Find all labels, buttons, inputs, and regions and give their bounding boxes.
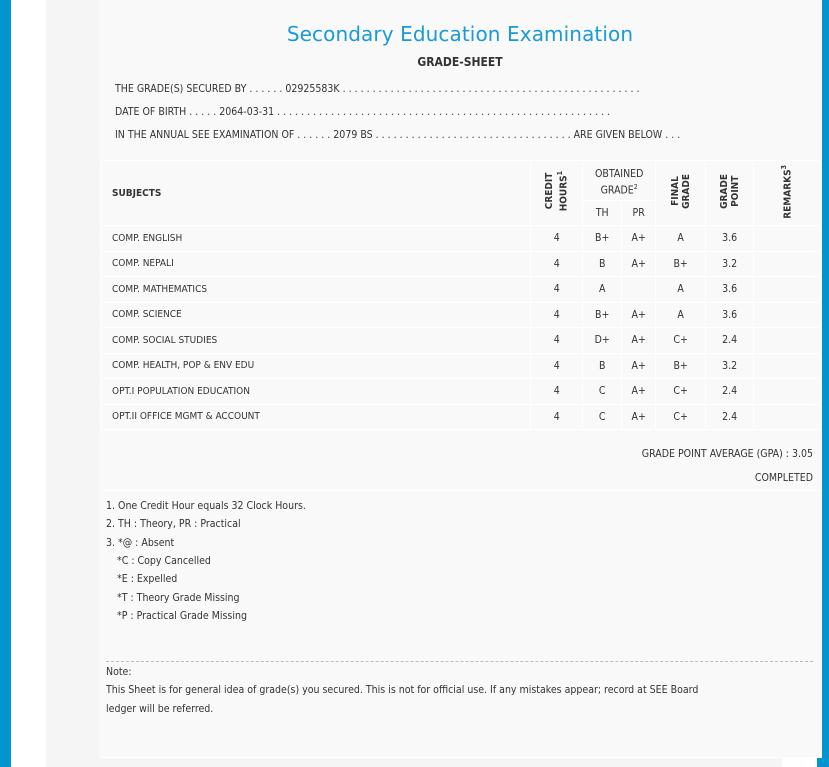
footnote-th-pr: 2. TH : Theory, PR : Practical [106,518,241,530]
footnote-copy-cancelled: *C : Copy Cancelled [117,555,211,567]
practical-grade [622,277,656,303]
exam-line: IN THE ANNUAL SEE EXAMINATION OF . . . . . . 2079 BS . . . . . . . . . . . . . . . . . . . . . . . . . . . . . . . . . ARE GIVEN BELOW . . . [115,129,681,141]
credit-hours: 4 [531,277,583,303]
note-divider [106,661,813,662]
grade-point: 3.2 [706,353,754,379]
practical-grade: A+ [622,251,656,277]
note-text-line-1: This Sheet is for general idea of grade(s) you secured. This is not for official use. If any mistakes appear; record at SEE Board [106,684,699,696]
subject-name: COMP. SOCIAL STUDIES [102,328,531,354]
footnote-theory-missing: *T : Theory Grade Missing [117,592,240,604]
subject-name: COMP. MATHEMATICS [102,277,531,303]
footnote-credit-hour: 1. One Credit Hour equals 32 Clock Hours. [106,500,306,512]
note-label: Note: [106,666,132,678]
header-final-grade: FINAL GRADE [656,161,706,226]
remarks [754,353,820,379]
theory-grade: C [583,404,622,430]
grade-point: 2.4 [706,379,754,405]
credit-hours: 4 [531,404,583,430]
final-grade: C+ [656,379,706,405]
date-of-birth-line: DATE OF BIRTH . . . . . 2064-03-31 . . . . . . . . . . . . . . . . . . . . . . . . . . . . . . . . . . . . . . . . . . . . . . . . . . . . . . . . [115,106,611,118]
remarks [754,277,820,303]
left-accent-bar [0,0,11,767]
theory-grade: B [583,251,622,277]
credit-hours: 4 [531,226,583,252]
grade-point: 3.6 [706,302,754,328]
subject-name: OPT.II OFFICE MGMT & ACCOUNT [102,404,531,430]
gpa-summary: GRADE POINT AVERAGE (GPA) : 3.05 [641,448,813,460]
grade-sheet-card [99,0,822,758]
page-panel [46,0,813,767]
credit-hours: 4 [531,379,583,405]
grade-point: 3.6 [706,277,754,303]
table-row [102,328,820,354]
theory-grade: A [583,277,622,303]
header-subjects: SUBJECTS [102,161,531,226]
practical-grade: A+ [622,353,656,379]
footnote-absent: 3. *@ : Absent [106,537,175,549]
theory-grade: B+ [583,302,622,328]
credit-hours: 4 [531,328,583,354]
practical-grade: A+ [622,302,656,328]
table-row [102,277,820,303]
table-row [102,251,820,277]
result-status: COMPLETED [754,472,813,484]
grade-point: 3.2 [706,251,754,277]
header-credit-hours: CREDIT HOURS$^1$ [531,161,583,226]
practical-grade: A+ [622,379,656,405]
section-divider [101,490,820,491]
final-grade: B+ [656,353,706,379]
table-row [102,353,820,379]
remarks [754,404,820,430]
theory-grade: D+ [583,328,622,354]
credit-hours: 4 [531,251,583,277]
grades-table [101,160,820,430]
theory-grade: C [583,379,622,405]
remarks [754,328,820,354]
remarks [754,251,820,277]
remarks [754,226,820,252]
subject-name: COMP. SCIENCE [102,302,531,328]
subject-name: COMP. HEALTH, POP & ENV EDU [102,353,531,379]
header-grade-point: GRADE POINT [706,161,754,226]
grade-sheet-heading: GRADE-SHEET [417,55,503,69]
footnote-practical-missing: *P : Practical Grade Missing [117,610,247,622]
header-th: TH [583,201,622,226]
note-text-line-2: ledger will be referred. [106,703,214,715]
table-row [102,379,820,405]
grade-point: 2.4 [706,328,754,354]
table-row [102,226,820,252]
final-grade: A [656,226,706,252]
grade-point: 3.6 [706,226,754,252]
footnote-expelled: *E : Expelled [117,573,178,585]
subject-name: COMP. ENGLISH [102,226,531,252]
secured-by-line: THE GRADE(S) SECURED BY . . . . . . 02925583K . . . . . . . . . . . . . . . . . . . . . . . . . . . . . . . . . . . . . . . . . . . . . . . . . . [115,83,640,95]
final-grade: C+ [656,328,706,354]
table-row [102,404,820,430]
remarks [754,379,820,405]
final-grade: C+ [656,404,706,430]
remarks [754,302,820,328]
theory-grade: B+ [583,226,622,252]
table-row [102,302,820,328]
theory-grade: B [583,353,622,379]
subject-name: OPT.I POPULATION EDUCATION [102,379,531,405]
credit-hours: 4 [531,353,583,379]
practical-grade: A+ [622,404,656,430]
credit-hours: 4 [531,302,583,328]
page-title: Secondary Education Examination [286,22,634,46]
grade-point: 2.4 [706,404,754,430]
header-remarks: REMARKS$^3$ [754,161,820,226]
final-grade: A [656,277,706,303]
header-pr: PR [622,201,656,226]
practical-grade: A+ [622,226,656,252]
final-grade: B+ [656,251,706,277]
header-obtained-grade: OBTAINED GRADE$^2$ [583,161,656,201]
final-grade: A [656,302,706,328]
practical-grade: A+ [622,328,656,354]
subject-name: COMP. NEPALI [102,251,531,277]
